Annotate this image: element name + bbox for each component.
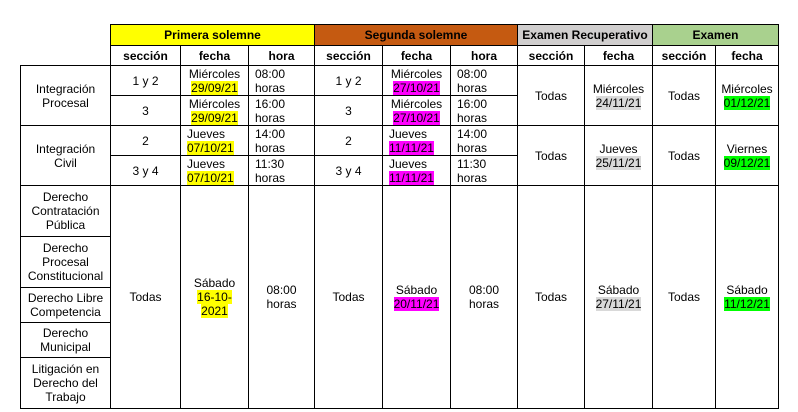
col-header-seccion: sección (518, 46, 585, 66)
time-unit: horas (255, 140, 286, 155)
date-cell (181, 66, 249, 96)
time-value: 14:00 (255, 126, 286, 141)
time-unit: horas (266, 297, 297, 311)
exam-schedule-table (20, 24, 779, 409)
date-highlight: 11/11/21 (389, 140, 434, 155)
time-cell (249, 186, 315, 409)
time-unit: horas (457, 110, 488, 125)
group-header-examen: Examen (653, 25, 779, 46)
date-highlight: 29/09/21 (191, 110, 238, 125)
date-cell (383, 126, 451, 156)
date-cell (181, 156, 249, 186)
date-cell (716, 66, 779, 126)
time-value: 11:30 (255, 156, 285, 171)
col-header-hora: hora (451, 46, 518, 66)
day-label: Jueves (389, 126, 428, 141)
time-cell (249, 96, 315, 126)
date-cell (585, 126, 653, 186)
date-highlight: 11/12/21 (724, 297, 770, 311)
date-highlight: 2021 (201, 304, 228, 318)
subject-cell: Litigación en Derecho del Trabajo (21, 358, 111, 409)
day-label: Miércoles (390, 96, 443, 111)
section-cell: 3 (111, 96, 181, 126)
col-header-fecha: fecha (716, 46, 779, 66)
section-cell: 1 y 2 (315, 66, 383, 96)
time-unit: horas (457, 170, 488, 185)
col-header-seccion: sección (653, 46, 716, 66)
group-header-recuperativo: Examen Recuperativo (518, 25, 653, 46)
group-header-primera: Primera solemne (111, 25, 315, 46)
time-value: 14:00 (457, 126, 488, 141)
time-cell (451, 126, 518, 156)
date-cell (383, 186, 451, 409)
time-cell (451, 66, 518, 96)
time-cell (451, 156, 518, 186)
time-cell (451, 186, 518, 409)
date-highlight: 11/11/21 (389, 170, 434, 185)
subject-cell: Derecho Procesal Constitucional (21, 237, 111, 288)
day-label: Sábado (395, 283, 438, 297)
time-unit: horas (468, 297, 500, 311)
date-cell (181, 96, 249, 126)
section-cell: 3 y 4 (111, 156, 181, 186)
date-highlight: 29/09/21 (191, 80, 238, 95)
date-cell (181, 126, 249, 156)
day-label: Viernes (726, 141, 768, 156)
section-cell: Todas (315, 186, 383, 409)
subject-cell: Integración Civil (21, 126, 111, 186)
section-cell: 2 (315, 126, 383, 156)
subject-cell: Derecho Contratación Pública (21, 186, 111, 237)
date-cell (383, 96, 451, 126)
time-cell (249, 156, 315, 186)
date-highlight: 07/10/21 (187, 170, 234, 185)
date-highlight: 25/11/21 (595, 155, 642, 170)
date-highlight: 01/12/21 (723, 95, 771, 110)
date-highlight: 27/11/21 (595, 297, 642, 311)
time-value: 08:00 (457, 66, 488, 81)
section-cell: 2 (111, 126, 181, 156)
day-label: Miércoles (721, 81, 773, 96)
section-cell: Todas (111, 186, 181, 409)
date-highlight: 07/10/21 (187, 140, 234, 155)
section-cell: Todas (653, 66, 716, 126)
date-cell (383, 66, 451, 96)
time-cell (451, 96, 518, 126)
time-unit: horas (457, 140, 488, 155)
section-cell: Todas (518, 66, 585, 126)
day-label: Miércoles (390, 66, 443, 81)
date-cell (585, 66, 653, 126)
section-cell: Todas (518, 186, 585, 409)
day-label: Jueves (187, 126, 226, 141)
time-cell (249, 126, 315, 156)
date-highlight: 24/11/21 (595, 95, 642, 110)
date-cell (383, 156, 451, 186)
col-header-seccion: sección (315, 46, 383, 66)
time-cell (249, 66, 315, 96)
col-header-hora: hora (249, 46, 315, 66)
date-highlight: 09/12/21 (723, 155, 771, 170)
col-header-fecha: fecha (585, 46, 653, 66)
subject-cell: Derecho Libre Competencia (21, 288, 111, 323)
section-cell: 1 y 2 (111, 66, 181, 96)
day-label: Miércoles (592, 81, 645, 96)
section-cell: Todas (653, 126, 716, 186)
time-value: 08:00 (255, 66, 286, 81)
group-header-segunda: Segunda solemne (315, 25, 518, 46)
time-value: 11:30 (457, 156, 487, 171)
subject-cell: Derecho Municipal (21, 323, 111, 358)
subject-cell: Integración Procesal (21, 66, 111, 126)
day-label: Jueves (599, 141, 638, 156)
time-value: 08:00 (468, 283, 500, 297)
time-unit: horas (255, 110, 286, 125)
section-cell: 3 (315, 96, 383, 126)
day-label: Sábado (193, 276, 236, 290)
time-unit: horas (255, 80, 286, 95)
time-value: 08:00 (266, 283, 297, 297)
col-header-fecha: fecha (181, 46, 249, 66)
day-label: Jueves (187, 156, 226, 171)
corner-cell (21, 25, 111, 46)
day-label: Jueves (389, 156, 428, 171)
section-cell: 3 y 4 (315, 156, 383, 186)
day-label: Sábado (597, 283, 640, 297)
day-label: Sábado (726, 283, 768, 297)
day-label: Miércoles (188, 96, 241, 111)
date-highlight: 27/10/21 (393, 80, 440, 95)
date-cell (716, 126, 779, 186)
time-value: 16:00 (255, 96, 286, 111)
section-cell: Todas (518, 126, 585, 186)
date-highlight: 16-10- (197, 290, 232, 304)
date-highlight: 20/11/21 (393, 297, 440, 311)
date-cell (585, 186, 653, 409)
col-header-fecha: fecha (383, 46, 451, 66)
date-cell (181, 186, 249, 409)
time-value: 16:00 (457, 96, 488, 111)
col-header-seccion: sección (111, 46, 181, 66)
time-unit: horas (255, 170, 286, 185)
date-cell (716, 186, 779, 409)
date-highlight: 27/10/21 (393, 110, 440, 125)
corner-cell-2 (21, 46, 111, 66)
time-unit: horas (457, 80, 488, 95)
section-cell: Todas (653, 186, 716, 409)
day-label: Miércoles (188, 66, 241, 81)
